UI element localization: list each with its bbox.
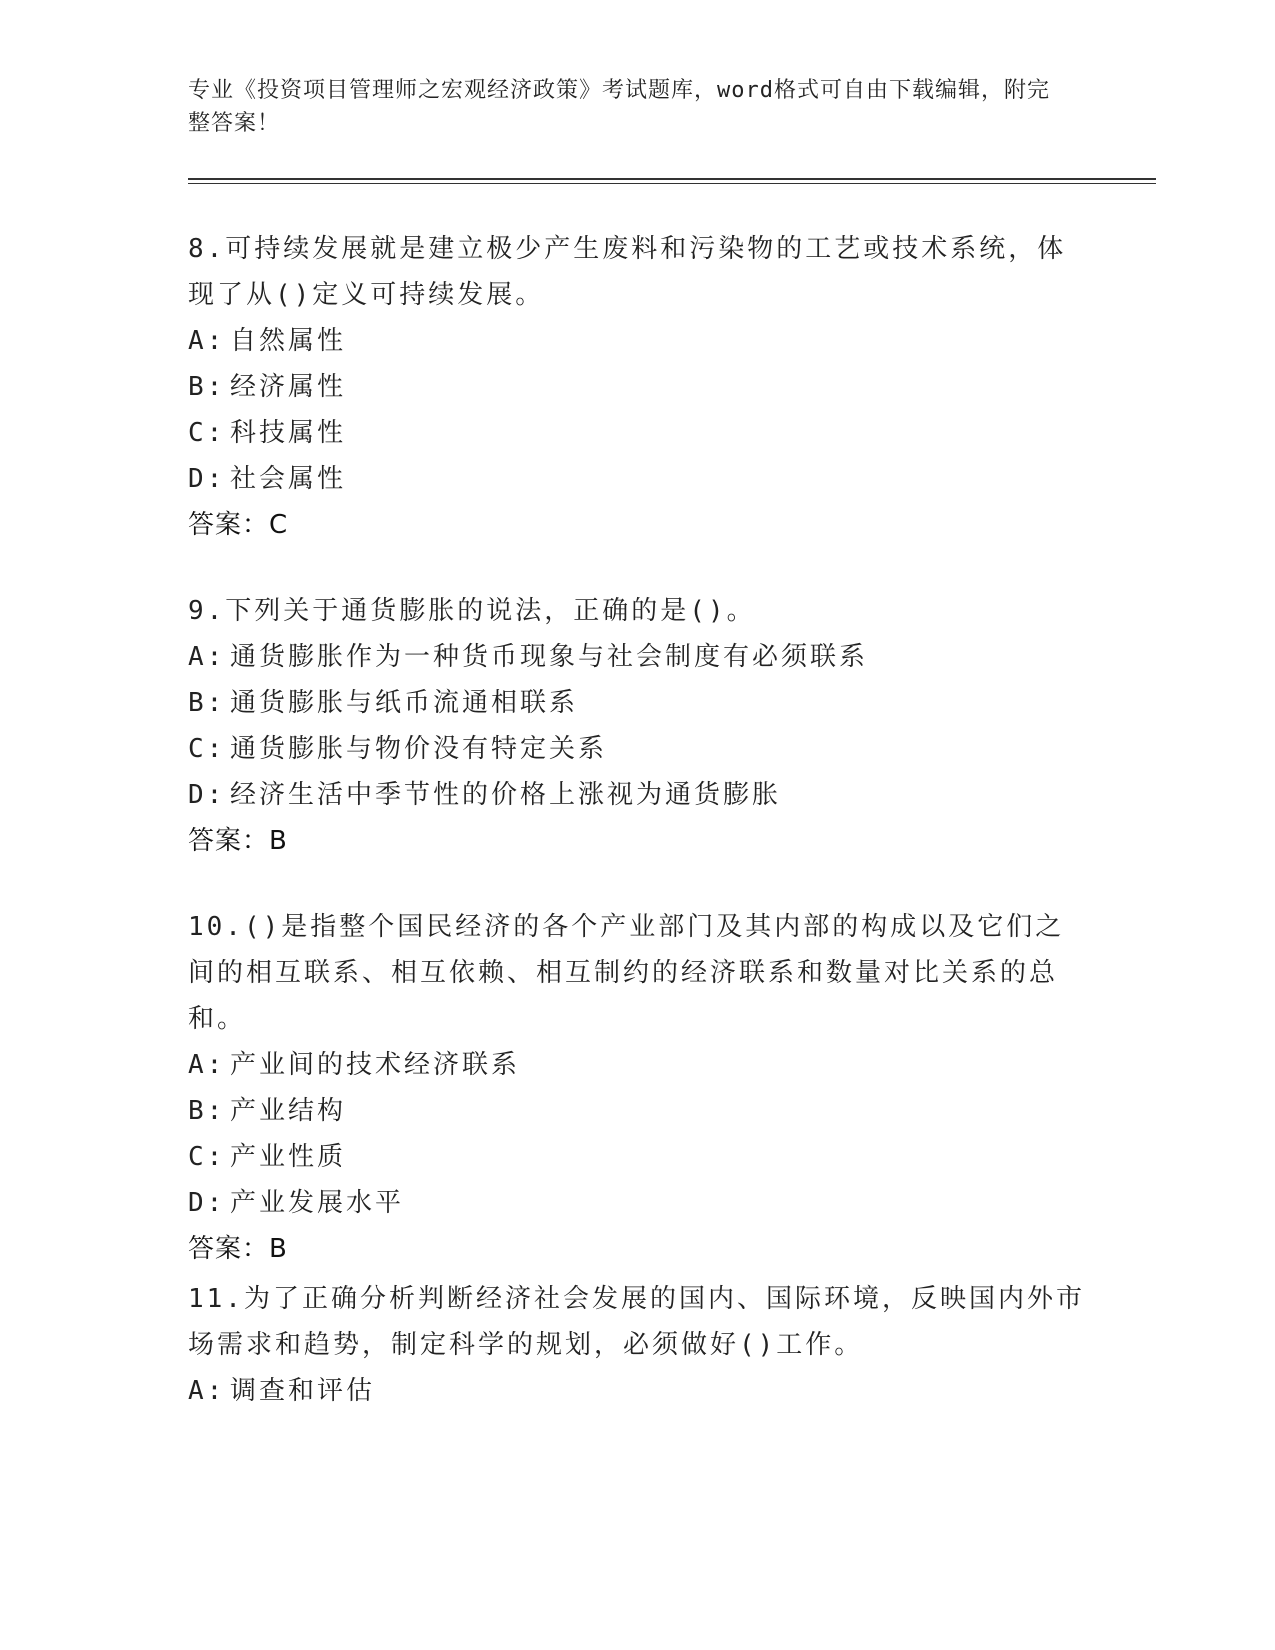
- option-c: [188, 410, 1088, 456]
- option-c: [188, 726, 1088, 772]
- option-letter: C:: [188, 1142, 226, 1172]
- option-a: [188, 634, 1088, 680]
- option-a: [188, 318, 1088, 364]
- option-a: [188, 1368, 1088, 1414]
- option-text: 调查和评估: [230, 1376, 376, 1406]
- option-text: 自然属性: [230, 326, 347, 356]
- option-text: 通货膨胀与物价没有特定关系: [230, 734, 608, 764]
- option-b: [188, 364, 1088, 410]
- option-text: 产业间的技术经济联系: [230, 1050, 521, 1080]
- header-divider-top: [188, 178, 1156, 180]
- question-8: [188, 226, 1088, 548]
- answer-line: 答案：C: [188, 510, 289, 540]
- option-letter: D:: [188, 464, 226, 494]
- option-letter: B:: [188, 688, 226, 718]
- answer-line: 答案：B: [188, 826, 288, 856]
- option-letter: A:: [188, 326, 226, 356]
- question-11: [188, 1276, 1088, 1414]
- option-letter: B:: [188, 1096, 226, 1126]
- question-text: 8.可持续发展就是建立极少产生废料和污染物的工艺或技术系统，体现了从()定义可持续发展。: [188, 234, 1067, 310]
- option-a: [188, 1042, 1088, 1088]
- option-letter: D:: [188, 780, 226, 810]
- option-text: 通货膨胀作为一种货币现象与社会制度有必须联系: [230, 642, 869, 672]
- option-letter: B:: [188, 372, 226, 402]
- option-text: 科技属性: [230, 418, 347, 448]
- option-letter: C:: [188, 418, 226, 448]
- option-letter: A:: [188, 1050, 226, 1080]
- option-text: 社会属性: [230, 464, 347, 494]
- question-text: 9.下列关于通货膨胀的说法，正确的是()。: [188, 596, 756, 626]
- question-9: [188, 588, 1088, 864]
- header-divider-bottom: [188, 183, 1156, 184]
- option-b: [188, 680, 1088, 726]
- option-text: 经济属性: [230, 372, 347, 402]
- option-letter: D:: [188, 1188, 226, 1218]
- option-letter: A:: [188, 642, 226, 672]
- option-b: [188, 1088, 1088, 1134]
- option-text: 通货膨胀与纸币流通相联系: [230, 688, 579, 718]
- option-text: 产业结构: [230, 1096, 347, 1126]
- question-10: [188, 904, 1088, 1272]
- option-d: [188, 1180, 1088, 1226]
- option-d: [188, 772, 1088, 818]
- option-letter: A:: [188, 1376, 226, 1406]
- option-text: 产业性质: [230, 1142, 347, 1172]
- option-text: 经济生活中季节性的价格上涨视为通货膨胀: [230, 780, 782, 810]
- document-intro: 专业《投资项目管理师之宏观经济政策》考试题库，word格式可自由下载编辑，附完整答案！: [188, 78, 1050, 136]
- option-c: [188, 1134, 1088, 1180]
- option-letter: C:: [188, 734, 226, 764]
- option-d: [188, 456, 1088, 502]
- question-text: 10.()是指整个国民经济的各个产业部门及其内部的构成以及它们之间的相互联系、相互依赖、相互制约的经济联系和数量对比关系的总和。: [188, 912, 1065, 1034]
- option-text: 产业发展水平: [230, 1188, 405, 1218]
- question-text: 11.为了正确分析判断经济社会发展的国内、国际环境，反映国内外市场需求和趋势，制定科学的规划，必须做好()工作。: [188, 1284, 1085, 1360]
- answer-line: 答案：B: [188, 1234, 288, 1264]
